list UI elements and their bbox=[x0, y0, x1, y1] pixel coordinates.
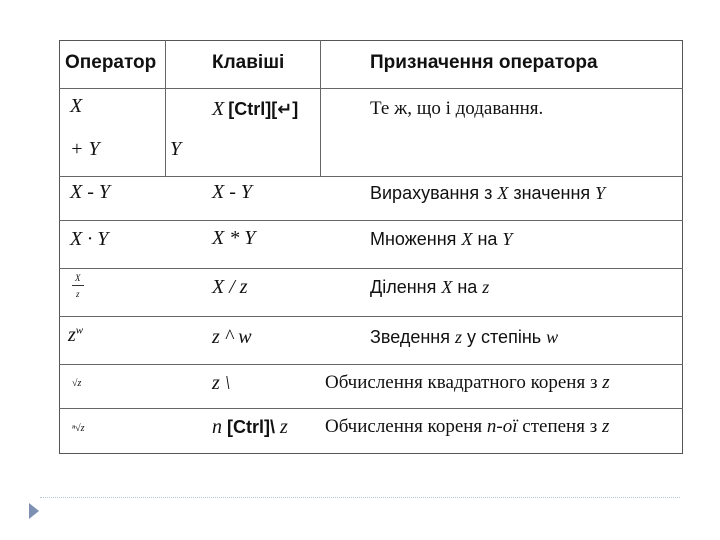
keys-subtract: X - Y bbox=[212, 181, 252, 203]
keys-multiply: X * Y bbox=[212, 227, 256, 249]
keys-nth-root: n [Ctrl]\ z bbox=[212, 416, 288, 438]
desc-multiply: Множення X на Y bbox=[370, 229, 513, 249]
row-divider bbox=[59, 364, 683, 365]
desc-subtract: Вирахування з X значення Y bbox=[370, 183, 606, 203]
row-divider bbox=[59, 268, 683, 269]
row-divider bbox=[59, 316, 683, 317]
row-divider bbox=[59, 220, 683, 221]
row-divider bbox=[59, 176, 683, 177]
row-divider bbox=[59, 408, 683, 409]
fraction-bar bbox=[72, 285, 84, 286]
operator-power: $z^w$ bbox=[68, 324, 84, 346]
desc-add: Те ж, що і додавання. bbox=[370, 98, 544, 119]
operator-add-side: Y bbox=[170, 138, 182, 160]
footer-divider bbox=[40, 497, 680, 498]
column-divider bbox=[320, 40, 321, 177]
operator-nth-root: ⁿ√z bbox=[72, 423, 85, 434]
desc-sqrt: Обчислення квадратного кореня з z bbox=[325, 372, 610, 393]
header-keys: Клавіші bbox=[212, 52, 285, 73]
keys-add-var: X bbox=[212, 98, 225, 120]
keys-add bbox=[212, 98, 298, 121]
header-operator: Оператор bbox=[65, 52, 157, 73]
operator-sqrt: √z bbox=[72, 378, 82, 389]
operator-add-top: X bbox=[70, 95, 83, 117]
keys-add-combo: [Ctrl][↵] bbox=[228, 99, 299, 119]
bullet-triangle-icon bbox=[29, 503, 39, 519]
operator-subtract: X - Y bbox=[70, 181, 110, 203]
operator-multiply: X · Y bbox=[70, 228, 109, 250]
keys-power: z ^ w bbox=[212, 326, 252, 348]
header-divider bbox=[59, 88, 683, 89]
keys-sqrt: z \ bbox=[212, 372, 231, 394]
column-divider bbox=[165, 40, 166, 177]
operator-divide-numerator: X bbox=[75, 273, 81, 283]
header-purpose: Призначення оператора bbox=[370, 52, 598, 73]
operator-divide-denominator: z bbox=[76, 289, 80, 299]
desc-divide: Ділення X на z bbox=[370, 277, 490, 297]
desc-nth-root: Обчислення кореня n-ої степеня з z bbox=[325, 416, 610, 437]
desc-power: Зведення z у степінь w bbox=[370, 327, 559, 347]
operator-add-bottom: + Y bbox=[70, 138, 100, 160]
keys-divide: X / z bbox=[212, 276, 248, 298]
